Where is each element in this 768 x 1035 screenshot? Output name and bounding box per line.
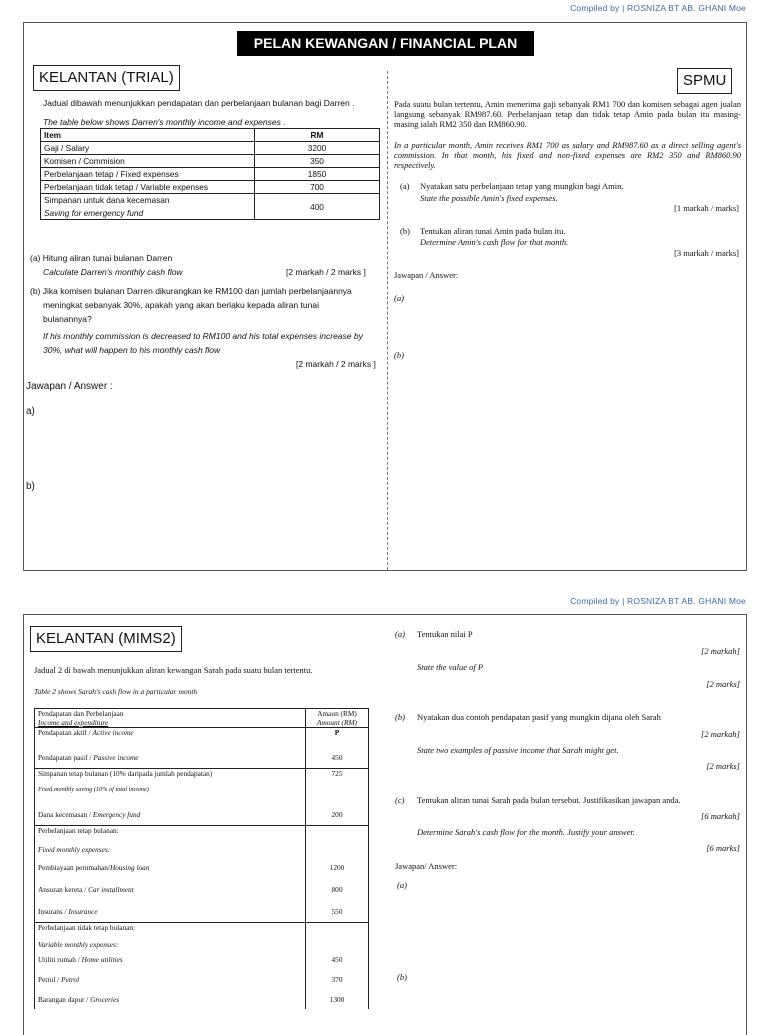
table-header-row <box>35 709 369 728</box>
question-b-ms-line2: meningkat sebanyak 30%, apakah yang akan berlaku kepada aliran tunai <box>43 300 319 310</box>
table-row <box>35 746 369 769</box>
spmu-answer-b-label: (b) <box>394 350 404 360</box>
table-cell-value: P <box>306 728 369 747</box>
answer-label: Jawapan / Answer : <box>26 381 113 392</box>
table-cell-item <box>35 769 306 804</box>
table-section-row <box>35 923 369 950</box>
table-section-heading <box>35 923 306 950</box>
table-cell-value: 3200 <box>255 142 380 155</box>
table-header-amount-ms: Amaun (RM) <box>317 709 357 718</box>
mims-question-a-ms: Tentukan nilai P <box>417 629 473 639</box>
mims-question-a-marks-ms: [2 markah] <box>701 646 740 656</box>
table-row <box>35 728 369 747</box>
table-row <box>35 989 369 1009</box>
row-label-en: Housing loan <box>109 862 150 872</box>
source-badge-spmu: SPMU <box>677 68 732 94</box>
table-cell-value: 400 <box>255 194 380 220</box>
table-cell-value: 1300 <box>306 989 369 1009</box>
spmu-question-b-ms: Tentukan aliran tunai Amin pada bulan itu. <box>420 226 566 236</box>
answer-a-label: a) <box>26 406 35 417</box>
question-intro-ms: Jadual dibawah menunjukkan pendapatan dan perbelanjaan bulanan bagi Darren . <box>43 98 355 108</box>
table-row <box>41 155 380 168</box>
mims-question-a-label: (a) <box>395 629 405 639</box>
table-cell-item <box>35 969 306 989</box>
table-cell-value: 450 <box>306 949 369 969</box>
spmu-intro-en: In a particular month, Amin receives RM1 700 as salary and RM987.60 as a direct selling agent's commission. In that month, his fixed and non-fixed expenses are RM2 350 and RM860.90 respectively. <box>394 140 741 170</box>
table-header-amount <box>306 709 369 728</box>
table-cell-value: 800 <box>306 878 369 900</box>
spmu-question-a-marks: [1 markah / marks] <box>674 203 739 213</box>
question-b-ms-line1: (b) Jika komisen bulanan Darren dikurangkan ke RM100 dan jumlah perbelanjaannya <box>30 286 352 296</box>
row-label-en: Home utilities <box>81 954 123 964</box>
table-cell-item <box>35 803 306 826</box>
row-label-ms: Simpanan tetap bulanan (10% daripada jumlah pendapatan) <box>38 769 213 778</box>
table-row <box>35 769 369 804</box>
table-row <box>35 949 369 969</box>
section-heading-ms: Perbelanjaan tidak tetap bulanan: <box>38 923 136 932</box>
table-row <box>41 194 380 220</box>
table-cell-value: 725 <box>306 769 369 804</box>
table-cell-item <box>41 194 255 220</box>
row-label-en: Petrol <box>61 974 80 984</box>
sarah-intro-en: Table 2 shows Sarah's cash flow in a particular month <box>34 687 198 696</box>
table-cell-item <box>35 746 306 769</box>
table-header-item: Item <box>41 129 255 142</box>
table-cell-item <box>35 989 306 1009</box>
spmu-question-a-en: State the possible Amin's fixed expenses. <box>420 193 558 203</box>
table-cell-item: Komisen / Commision <box>41 155 255 168</box>
row-label-ms: Barangan dapur / <box>38 994 89 1004</box>
row-label-en: Active income <box>92 728 134 737</box>
table-row <box>41 181 380 194</box>
sarah-cashflow-table <box>34 708 369 1009</box>
column-divider <box>387 71 388 570</box>
question-b-en-line1: If his monthly commission is decreased to RM100 and his total expenses increase by <box>43 331 363 341</box>
spmu-question-b-marks: [3 markah / marks] <box>674 248 739 258</box>
spmu-question-b-label: (b) <box>400 226 410 236</box>
source-badge-kelantan-mims2: KELANTAN (MIMS2) <box>30 626 182 652</box>
table-row <box>35 878 369 900</box>
row-label-en: Fixed monthly saving (10% of total income) <box>38 786 149 793</box>
table-cell-item: Perbelanjaan tetap / Fixed expenses <box>41 168 255 181</box>
table-cell-item: Perbelanjaan tidak tetap / Variable expenses <box>41 181 255 194</box>
row-label-en: Insurance <box>68 906 98 916</box>
table-header-item <box>35 709 306 728</box>
table-row <box>35 856 369 878</box>
table-cell-value: 200 <box>306 803 369 826</box>
row-label-ms: Pembiayaan perumahan/ <box>38 862 110 872</box>
mims-question-b-label: (b) <box>395 712 405 722</box>
table-cell-value: 370 <box>306 969 369 989</box>
row-label-ms: Petrol / <box>38 974 60 984</box>
section-heading-en: Variable monthly expenses: <box>38 940 119 949</box>
row-label-ms: Insurans / <box>38 906 67 916</box>
table-cell-value: 1200 <box>306 856 369 878</box>
question-b-marks: [2 markah / 2 marks ] <box>296 359 376 369</box>
section-heading-ms: Perbelanjaan tetap bulanan: <box>38 826 119 835</box>
table-cell-item: Gaji / Salary <box>41 142 255 155</box>
table-header-rm: RM <box>255 129 380 142</box>
table-section-heading <box>35 826 306 857</box>
mims-answer-b-label: (b) <box>397 972 407 982</box>
row-label-en: Groceries <box>90 994 119 1004</box>
mims-question-b-marks-ms: [2 markah] <box>701 729 740 739</box>
table-cell-value: 1850 <box>255 168 380 181</box>
spmu-answer-label: Jawapan / Answer: <box>394 270 459 280</box>
source-badge-kelantan-trial: KELANTAN (TRIAL) <box>33 65 180 91</box>
table-cell-item <box>35 949 306 969</box>
compiled-by-label: Compiled by | ROSNIZA BT AB. GHANI Moe <box>570 3 746 13</box>
table-cell-empty <box>306 826 369 857</box>
question-b-en-line2: 30%, what will happen to his monthly cash flow <box>43 345 221 355</box>
darren-income-table <box>40 128 380 220</box>
spmu-question-a-label: (a) <box>400 181 410 191</box>
table-row <box>41 168 380 181</box>
table-header-row <box>41 129 380 142</box>
row-label-ms: Pendapatan aktif / <box>38 728 91 737</box>
mims-question-b-marks-en: [2 marks] <box>706 761 740 771</box>
table-cell-item-en: Saving for emergency fund <box>44 208 144 218</box>
mims-question-a-marks-en: [2 marks] <box>706 679 740 689</box>
spmu-answer-a-label: (a) <box>394 293 404 303</box>
table-header-item-en: Income and expenditure <box>38 718 109 727</box>
mims-answer-label: Jawapan/ Answer: <box>395 861 458 871</box>
row-label-ms: Dana kecemasan / <box>38 809 92 819</box>
worksheet-page-1 <box>23 22 747 571</box>
page-title: PELAN KEWANGAN / FINANCIAL PLAN <box>237 31 534 56</box>
compiled-by-label-2: Compiled by | ROSNIZA BT AB. GHANI Moe <box>570 596 746 606</box>
mims-question-b-ms: Nyatakan dua contoh pendapatan pasif yang mungkin dijana oleh Sarah <box>417 712 661 722</box>
spmu-question-a-ms: Nyatakan satu perbelanjaan tetap yang mungkin bagi Amin. <box>420 181 624 191</box>
table-cell-item <box>35 856 306 878</box>
row-label-en: Passive income <box>93 752 139 762</box>
question-a-ms: (a) Hitung aliran tunai bulanan Darren <box>30 253 173 263</box>
question-a-en: Calculate Darren's monthly cash flow <box>43 267 183 277</box>
question-intro-en: The table below shows Darren's monthly income and expenses . <box>43 117 286 127</box>
mims-question-b-en: State two examples of passive income that Sarah might get. <box>417 745 619 755</box>
question-b-ms-line3: bulanannya? <box>43 314 92 324</box>
table-cell-empty <box>306 923 369 950</box>
answer-b-label: b) <box>26 481 35 492</box>
sarah-intro-ms: Jadual 2 di bawah menunjukkan aliran kewangan Sarah pada suatu bulan tertentu. <box>34 665 313 675</box>
table-cell-value: 450 <box>306 746 369 769</box>
row-label-ms: Utiliti rumah / <box>38 954 80 964</box>
row-label-en: Car installment <box>88 884 134 894</box>
table-header-item-ms: Pendapatan dan Perbelanjaan <box>38 709 124 718</box>
table-cell-value: 700 <box>255 181 380 194</box>
table-cell-value: 350 <box>255 155 380 168</box>
spmu-question-b-en: Determine Amin's cash flow for that month. <box>420 237 569 247</box>
row-label-ms: Pendapatan pasif / <box>38 752 92 762</box>
mims-question-c-marks-ms: [6 markah] <box>701 811 740 821</box>
table-row <box>41 142 380 155</box>
mims-question-c-label: (c) <box>395 795 405 805</box>
table-row <box>35 803 369 826</box>
mims-question-c-marks-en: [6 marks] <box>706 843 740 853</box>
table-row <box>35 969 369 989</box>
table-cell-item-ms: Simpanan untuk dana kecemasan <box>44 195 170 205</box>
question-a-marks: [2 markah / 2 marks ] <box>286 267 366 277</box>
mims-answer-a-label: (a) <box>397 880 407 890</box>
table-header-amount-en: Amount (RM) <box>317 718 357 727</box>
mims-question-c-ms: Tentukan aliran tunai Sarah pada bulan tersebut. Justifikasikan jawapan anda. <box>417 795 681 805</box>
mims-question-a-en: State the value of P <box>417 662 484 672</box>
row-label-ms: Ansuran kereta / <box>38 884 87 894</box>
mims-question-c-en: Determine Sarah's cash flow for the month. Justify your answer. <box>417 827 635 837</box>
spmu-intro-ms: Pada suatu bulan tertentu, Amin menerima gaji sebanyak RM1 700 dan komisen sebagai agen jualan langsung sebanyak RM987.60. Perbelanjaan tetap dan tidak tetap Amin pada bulan itu masing-masing ialah RM2 350 dan RM860.90. <box>394 99 741 129</box>
table-row <box>35 900 369 923</box>
worksheet-page-2 <box>23 614 747 1035</box>
table-cell-item <box>35 728 306 747</box>
table-cell-value: 550 <box>306 900 369 923</box>
table-section-row <box>35 826 369 857</box>
table-cell-item <box>35 878 306 900</box>
section-heading-en: Fixed monthly expenses: <box>38 845 111 854</box>
table-cell-item <box>35 900 306 923</box>
row-label-en: Emergency fund <box>92 809 141 819</box>
